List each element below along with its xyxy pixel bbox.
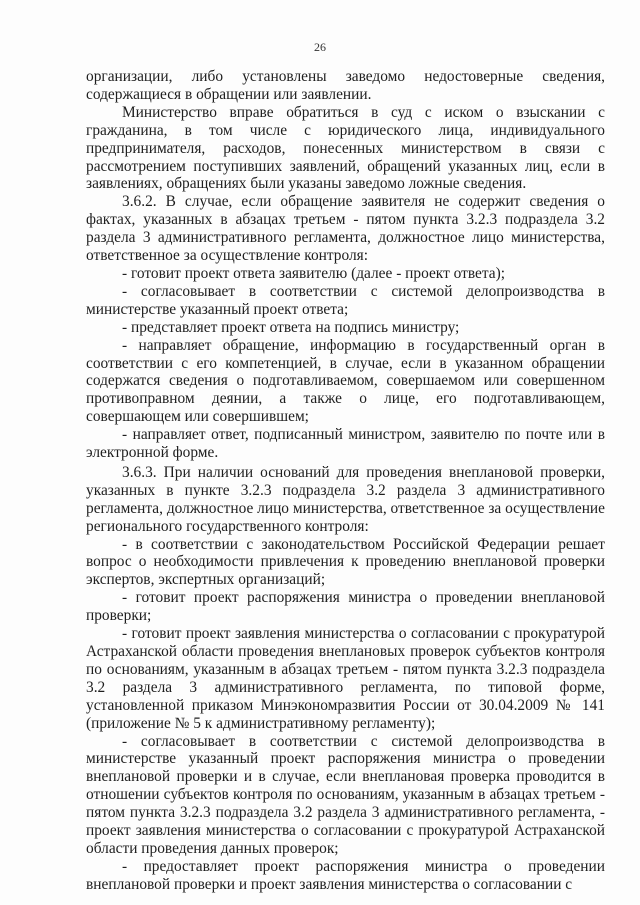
list-item: - согласовывает в соответствии с системой делопроизводства в министерстве указанный проект распоряжения министра о проведении внеплановой проверки и в случае, если внеплановая проверка проводится в отношении субъектов контроля по основаниям, указанным в абзацах третьем - пятом пункта 3.2.3 подраздела 3.2 раздела 3 административного регламента, - проект заявления министерства о согласовании с прокуратурой Астраханской области проведения данных проверок; bbox=[86, 732, 605, 857]
list-item: - в соответствии с законодательством Российской Федерации решает вопрос о необходимости привлечения к проведению внеплановой проверки экспертов, экспертных организаций; bbox=[86, 535, 605, 589]
list-item: - готовит проект ответа заявителю (далее - проект ответа); bbox=[122, 264, 506, 282]
page-number: 26 bbox=[314, 40, 326, 54]
list-item: - направляет ответ, подписанный министром, заявителю по почте или в электронной форме. bbox=[86, 426, 605, 462]
paragraph: 3.6.2. В случае, если обращение заявителя не содержит сведения о фактах, указанных в абзацах третьем - пятом пункта 3.2.3 подраздела 3.2 раздела 3 административного регламента, должностное лицо министерства, ответственное за осуществление контроля: bbox=[86, 193, 605, 265]
paragraph: Министерство вправе обратиться в суд с иском о взыскании с гражданина, в том числе с юридического лица, индивидуального предпринимателя, расходов, понесенных министерством в связи с рассмотрением поступивших заявлений, обращений указанных лиц, если в заявлениях, обращениях были указаны заведомо ложные сведения. bbox=[86, 103, 605, 193]
document-body bbox=[86, 68, 605, 894]
list-item: - согласовывает в соответствии с системой делопроизводства в министерстве указанный проект ответа; bbox=[86, 282, 605, 318]
list-item: - готовит проект заявления министерства о согласовании с прокуратурой Астраханской области проведения внеплановых проверок субъектов контроля по основаниям, указанным в абзацах третьем - пятом пункта 3.2.3 подраздела 3.2 раздела 3 административного регламента, по типовой форме, установленной приказом Минэкономразвития России от 30.04.2009 № 141 (приложение № 5 к административному регламенту); bbox=[86, 625, 605, 732]
list-item: - представляет проект ответа на подпись министру; bbox=[122, 318, 460, 336]
list-item: - готовит проект распоряжения министра о проведении внеплановой проверки; bbox=[86, 589, 605, 625]
paragraph: организации, либо установлены заведомо недостоверные сведения, содержащиеся в обращении или заявлении. bbox=[86, 68, 605, 103]
paragraph: 3.6.3. При наличии оснований для проведения внеплановой проверки, указанных в пункте 3.2.3 подраздела 3.2 раздела 3 административного регламента, должностное лицо министерства, ответственное за осуществление регионального государственного контроля: bbox=[86, 463, 605, 535]
list-item: - направляет обращение, информацию в государственный орган в соответствии с его компетенцией, в случае, если в указанном обращении содержатся сведения о подготавливаемом, совершаемом или совершенном противоправном деянии, а также о лице, его подготавливающем, совершающем или совершившем; bbox=[86, 336, 605, 426]
list-item: - предоставляет проект распоряжения министра о проведении внеплановой проверки и проект заявления министерства о согласовании с bbox=[86, 857, 605, 893]
